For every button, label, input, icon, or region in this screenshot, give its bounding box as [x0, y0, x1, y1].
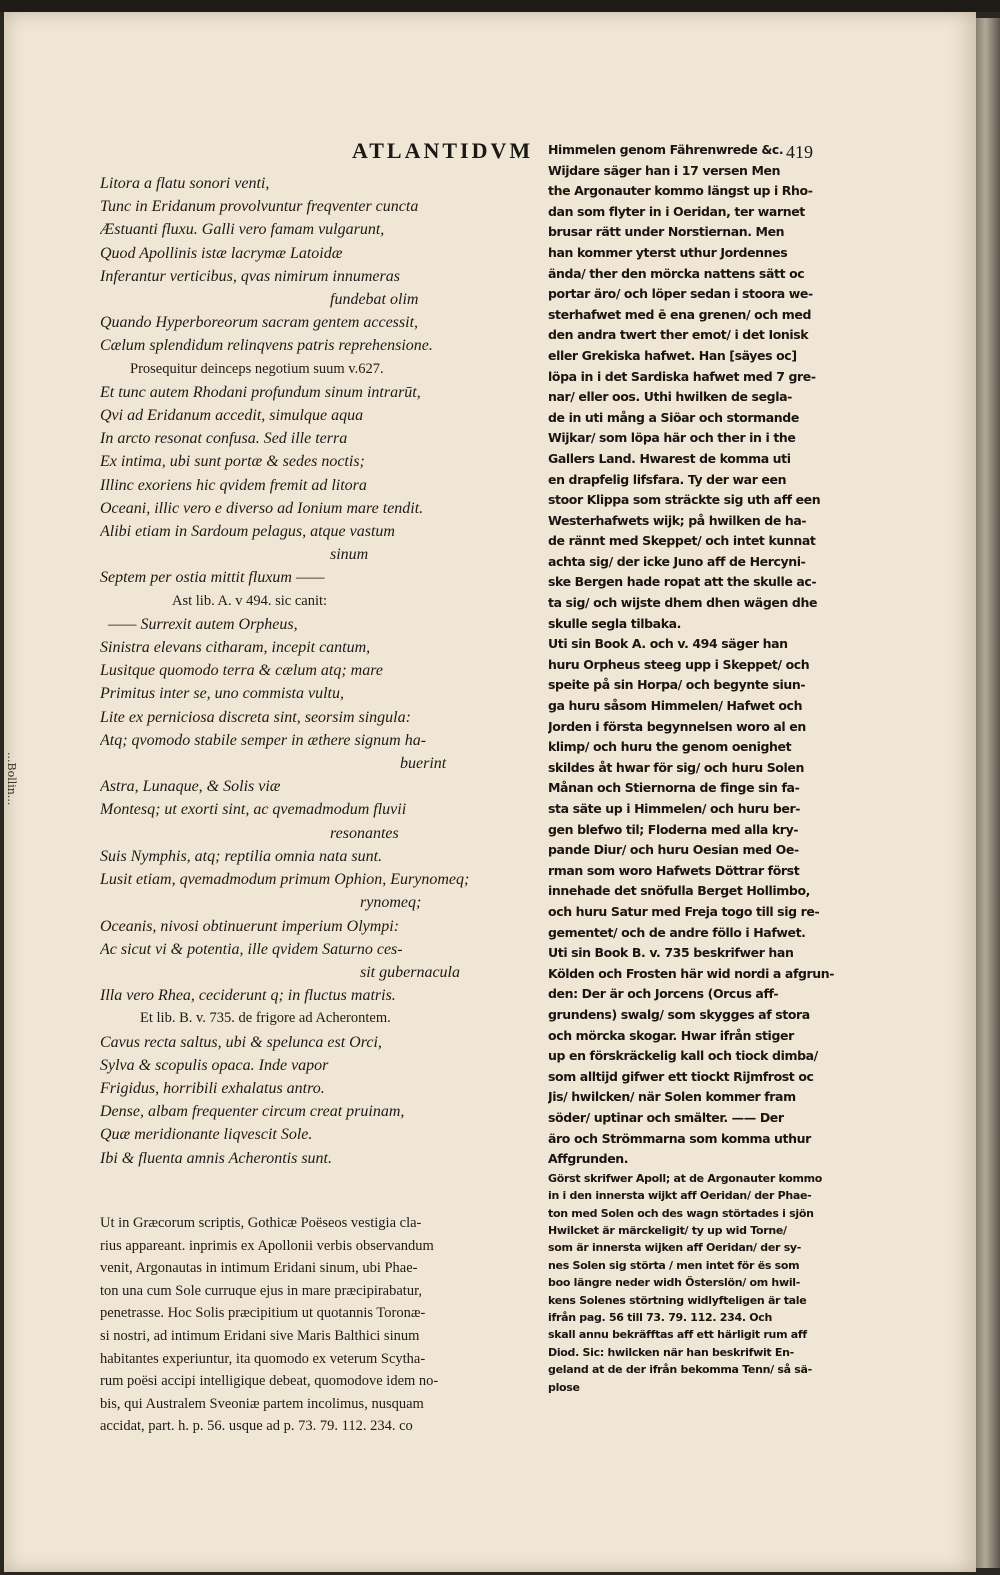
- verse-line: Lusit etiam, qvemadmodum primum Ophion, Eurynomeq;: [100, 871, 470, 889]
- verse-line: Quod Apollinis istæ lacrymæ Latoidæ: [100, 244, 343, 262]
- translation-line: de in uti mång a Siöar och stormande: [548, 409, 799, 425]
- translation-line: Kölden och Frosten här wid nordi a afgrun-: [548, 965, 835, 981]
- paragraph-line: rum poësi accipi intelligique debeat, quomodove idem no-: [100, 1373, 439, 1390]
- translation-line: speite på sin Horpa/ och begynte siun-: [548, 677, 806, 693]
- translation-line: löpa in i det Sardiska hafwet med 7 gre-: [548, 368, 816, 384]
- translation-line: klimp/ och huru the genom oenighet: [548, 739, 792, 755]
- translation-line: sta säte up i Himmelen/ och huru ber-: [548, 801, 801, 816]
- footnote-line: ifrån pag. 56 till 73. 79. 112. 234. Och: [548, 1310, 773, 1324]
- translation-line: up en förskräckelig kall och tiock dimba/: [548, 1048, 818, 1064]
- verse-line: Litora a flatu sonori venti,: [100, 175, 270, 192]
- translation-line: och mörcka skogar. Hwar ifrån stiger: [548, 1027, 794, 1043]
- verse-line: Lusitque quomodo terra & cælum atq; mare: [100, 662, 383, 680]
- translation-line: en drapfelig lifsfara. Ty der war een: [548, 471, 787, 487]
- verse-line: Quando Hyperboreorum sacram gentem accessit,: [100, 314, 419, 332]
- translation-line: den andra twert ther emot/ i det Ionisk: [548, 327, 809, 343]
- translation-line: Jis/ hwilcken/ när Solen kommer fram: [548, 1089, 796, 1105]
- verse-line: Sinistra elevans citharam, incepit cantum,: [100, 639, 371, 657]
- translation-line: de rännt med Skeppet/ och intet kunnat: [548, 533, 816, 549]
- footnote-line: skall annu bekräfftas aff ett härligit rum aff: [548, 1328, 807, 1342]
- verse-line: Et tunc autem Rhodani profundum sinum intrarūt,: [100, 383, 421, 401]
- verse-line: Cavus recta saltus, ubi & spelunca est Orci,: [100, 1033, 382, 1051]
- paragraph-line: Ut in Græcorum scriptis, Gothicæ Poëseos vestigia cla-: [100, 1215, 422, 1231]
- verse-line: Ex intima, ubi sunt portæ & sedes noctis;: [100, 453, 365, 471]
- verse-line: Ast lib. A. v 494. sic canit:: [172, 592, 328, 609]
- translation-line: ske Bergen hade ropat att the skulle ac-: [548, 574, 817, 590]
- verse-line: resonantes: [330, 824, 399, 842]
- verse-line: Montesq; ut exorti sint, ac qvemadmodum fluvii: [100, 801, 407, 819]
- verse-line: Illinc exoriens hic qvidem fremit ad litora: [100, 476, 367, 494]
- verse-line: Astra, Lunaque, & Solis viæ: [100, 778, 281, 796]
- translation-line: den: Der är och Jorcens (Orcus aff-: [548, 986, 779, 1002]
- running-header: ATLANTIDVM: [352, 138, 534, 163]
- verse-line: Oceanis, nivosi obtinuerunt imperium Olympi:: [100, 917, 400, 935]
- translation-line: rman som woro Hafwets Döttrar först: [548, 862, 800, 878]
- verse-line: Inferantur verticibus, qvas nimirum innumeras: [100, 267, 400, 285]
- footnote-line: Görst skrifwer Apoll; at de Argonauter kommo: [548, 1171, 823, 1185]
- footnote-line: som är innersta wijken aff Oeridan/ der sy-: [548, 1241, 802, 1255]
- footnote-line: Hwilcket är märckeligit/ ty up wid Torne/: [548, 1223, 787, 1237]
- footnote-line: kens Solenes störtning widlyfteligen är tale: [548, 1293, 807, 1307]
- verse-line: —— Surrexit autem Orpheus,: [108, 615, 298, 633]
- verse-line: Dense, albam frequenter circum creat pruinam,: [100, 1103, 405, 1121]
- paragraph-line: bis, qui Australem Sveoniæ partem incolimus, nusquam: [100, 1395, 424, 1412]
- latin-commentary-paragraph: [100, 1212, 542, 1438]
- verse-line: Oceani, illic vero e diverso ad Ionium mare tendit.: [100, 499, 424, 517]
- translation-line: och huru Satur med Freja togo till sig re-: [548, 903, 820, 919]
- footnote-line: boo längre neder widh Österslön/ om hwil-: [548, 1276, 801, 1290]
- translation-line: Uti sin Book A. och v. 494 säger han: [548, 636, 788, 652]
- translation-line: gen blefwo til; Floderna med alla kry-: [548, 821, 799, 837]
- page-number: 419: [786, 142, 813, 162]
- footnote-line: Diod. Sic: hwilcken när han beskrifwit En-: [548, 1345, 794, 1359]
- paragraph-line: penetrasse. Hoc Solis præcipitium ut quotannis Toronæ-: [100, 1305, 426, 1322]
- translation-line: Jorden i första begynnelsen woro al en: [548, 718, 806, 734]
- verse-line: Septem per ostia mittit fluxum ——: [100, 569, 325, 587]
- translation-line: nar/ eller oos. Uthi hwilken de segla-: [548, 389, 792, 405]
- translation-line: pande Diur/ och huru Oesian med Oe-: [548, 842, 799, 858]
- verse-line: Atq; qvomodo stabile semper in æthere signum ha-: [100, 731, 427, 749]
- verse-line: Lite ex perniciosa discreta sint, seorsim singula:: [100, 708, 411, 726]
- paragraph-line: ton una cum Sole curruque ejus in mare præcipirabatur,: [100, 1282, 422, 1299]
- verse-line: Prosequitur deinceps negotium suum v.627.: [130, 360, 384, 377]
- latin-verse-column: [100, 172, 542, 1170]
- translation-line: the Argonauter kommo längst up i Rho-: [548, 183, 813, 199]
- translation-line: ta sig/ och wijste dhem dhen wägen dhe: [548, 595, 818, 611]
- footnote-line: plose: [548, 1380, 580, 1394]
- translation-line: brusar rätt under Norstiernan. Men: [548, 224, 785, 240]
- paragraph-line: accidat, part. h. p. 56. usque ad p. 73. 79. 112. 234. co: [100, 1418, 413, 1435]
- translation-line: Wijkar/ som löpa här och ther in i the: [548, 430, 796, 446]
- paragraph-line: si nostri, ad intimum Eridani sive Maris Balthici sinum: [100, 1327, 420, 1344]
- verse-line: Qvi ad Eridanum accedit, simulque aqua: [100, 407, 364, 425]
- translation-line: skildes åt hwar för sig/ och huru Solen: [548, 759, 804, 775]
- translation-line: ga huru såsom Himmelen/ Hafwet och: [548, 698, 803, 714]
- verse-line: Primitus inter se, uno commista vultu,: [100, 685, 344, 703]
- verse-line: rynomeq;: [360, 894, 422, 912]
- gutter-bleed-text: ...Bollin...: [5, 752, 18, 806]
- translation-line: Wijdare säger han i 17 versen Men: [548, 162, 781, 178]
- swedish-translation-column: [548, 140, 846, 1396]
- translation-line: innehade det snöfulla Berget Hollimbo,: [548, 883, 810, 899]
- paragraph-line: venit, Argonautas in intimum Eridani sinum, ubi Phae-: [100, 1260, 418, 1277]
- verse-line: Et lib. B. v. 735. de frigore ad Acherontem.: [140, 1010, 391, 1027]
- verse-line: Ac sicut vi & potentia, ille qvidem Saturno ces-: [100, 940, 403, 958]
- translation-line: äro och Strömmarna som komma uthur: [548, 1130, 811, 1146]
- scan-top-border: [0, 0, 1000, 12]
- verse-line: Æstuanti fluxu. Galli vero famam vulgarunt,: [100, 221, 385, 239]
- translation-line: som alltijd gifwer ett tiockt Rijmfrost oc: [548, 1068, 814, 1084]
- translation-line: ända/ ther den mörcka nattens sätt oc: [548, 265, 805, 281]
- swedish-footnote-text: [548, 1170, 846, 1396]
- translation-line: Gallers Land. Hwarest de komma uti: [548, 450, 791, 466]
- swedish-main-text: [548, 140, 846, 1170]
- translation-line: söder/ uptinar och smälter. —— Der: [548, 1109, 784, 1125]
- footnote-line: nes Solen sig störta / men intet för ës som: [548, 1258, 800, 1272]
- footnote-line: geland at de der ifrån bekomma Tenn/ så sä-: [548, 1363, 812, 1377]
- verse-line: Quæ meridionante liqvescit Sole.: [100, 1126, 313, 1144]
- translation-line: Uti sin Book B. v. 735 beskrifwer han: [548, 945, 794, 961]
- translation-line: dan som flyter in i Oeridan, ter warnet: [548, 203, 805, 219]
- paragraph-line: habitantes experiuntur, ita quomodo ex veterum Scytha-: [100, 1350, 426, 1367]
- translation-line: stoor Klippa som sträckte sig uth aff een: [548, 492, 821, 508]
- translation-line: gementet/ och de andre föllo i Hafwet.: [548, 924, 806, 940]
- verse-line: Cælum splendidum relinqvens patris reprehensione.: [100, 337, 433, 355]
- verse-line: sinum: [330, 546, 369, 564]
- translation-line: Affgrunden.: [548, 1151, 629, 1167]
- verse-line: Frigidus, horribili exhalatus antro.: [100, 1079, 325, 1097]
- verse-line: Sylva & scopulis opaca. Inde vapor: [100, 1056, 329, 1074]
- translation-line: achta sig/ der icke Juno aff de Hercyni-: [548, 553, 806, 569]
- verse-line: Illa vero Rhea, ceciderunt q; in fluctus matris.: [100, 987, 396, 1005]
- translation-line: eller Grekiska hafwet. Han [säyes oc]: [548, 347, 797, 363]
- translation-line: Westerhafwets wijk; på hwilken de ha-: [548, 512, 807, 528]
- verse-line: Tunc in Eridanum provolvuntur freqventer cuncta: [100, 198, 419, 216]
- translation-line: huru Orpheus steeg upp i Skeppet/ och: [548, 656, 810, 672]
- page-edge-stack: [976, 18, 1000, 1568]
- verse-line: sit gubernacula: [360, 963, 460, 981]
- verse-line: buerint: [400, 755, 447, 773]
- footnote-line: in i den innersta wijkt aff Oeridan/ der Phae-: [548, 1189, 812, 1203]
- translation-line: sterhafwet med ē ena grenen/ och med: [548, 306, 812, 322]
- footnote-line: ton med Solen och des wagn störtades i sjön: [548, 1206, 814, 1220]
- translation-line: Månan och Stiernorna de finge sin fa-: [548, 780, 800, 796]
- translation-line: han kommer yterst uthur Jordennes: [548, 244, 788, 260]
- verse-line: Suis Nymphis, atq; reptilia omnia nata sunt.: [100, 847, 383, 865]
- translation-line: Himmelen genom Fährenwrede &c.: [548, 142, 784, 157]
- translation-line: portar äro/ och löper sedan i stoora we-: [548, 286, 813, 302]
- translation-line: skulle segla tilbaka.: [548, 615, 682, 631]
- verse-line: fundebat olim: [330, 291, 419, 309]
- verse-line: In arcto resonat confusa. Sed ille terra: [100, 430, 348, 448]
- translation-line: grundens) swalg/ som skygges af stora: [548, 1006, 810, 1022]
- verse-line: Alibi etiam in Sardoum pelagus, atque vastum: [100, 523, 395, 541]
- paragraph-line: rius appareant. inprimis ex Apollonii verbis observandum: [100, 1237, 434, 1254]
- verse-line: Ibi & fluenta amnis Acherontis sunt.: [100, 1149, 332, 1167]
